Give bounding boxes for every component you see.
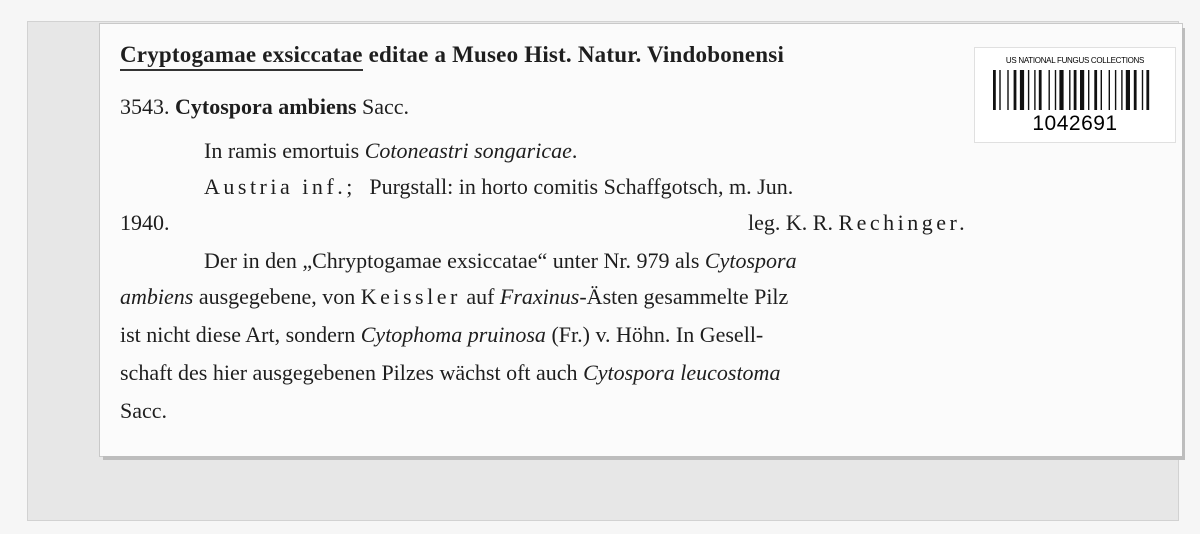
- note-l3-italic: Cytophoma pruinosa: [360, 322, 546, 347]
- note-l4-italic: Cytospora leucostoma: [583, 360, 781, 385]
- specimen-line: [120, 94, 409, 120]
- habitat-prefix: In ramis emortuis: [204, 138, 360, 163]
- note-line-4: [120, 360, 780, 386]
- taxon-name: Cytospora ambiens: [175, 94, 357, 119]
- note-l2-spaced: Keissler: [360, 284, 461, 309]
- barcode-number: 1042691: [1032, 112, 1118, 135]
- habitat-suffix: .: [571, 138, 578, 163]
- note-l1-text: Der in den „Chryptogamae exsiccatae“ unter Nr. 979 als: [204, 248, 700, 273]
- barcode-icon: [993, 70, 1157, 110]
- locality-region: Austria inf.;: [204, 174, 356, 199]
- barcode-label: [975, 48, 1175, 142]
- note-l3-text-2: (Fr.) v. Höhn. In Gesell-: [551, 322, 764, 347]
- collector-block: [748, 210, 968, 236]
- habitat-host: Cotoneastri songaricae: [364, 138, 572, 163]
- specimen-number: 3543.: [120, 94, 170, 119]
- note-l2-text-2: auf: [466, 284, 495, 309]
- barcode-title: US NATIONAL FUNGUS COLLECTIONS: [1005, 56, 1145, 65]
- locality-year: 1940.: [120, 210, 170, 235]
- year-line: [120, 210, 969, 236]
- note-line-2: [120, 284, 788, 310]
- note-l5-text: Sacc.: [120, 398, 168, 423]
- collector-name: Rechinger.: [838, 210, 969, 235]
- note-l2-text-3: -Ästen gesammelte Pilz: [579, 284, 789, 309]
- locality-line: [204, 174, 793, 200]
- note-line-3: [120, 322, 763, 348]
- note-l3-text-1: ist nicht diese Art, sondern: [120, 322, 356, 347]
- taxon-author: Sacc.: [362, 94, 410, 119]
- leg-prefix: leg. K. R.: [748, 210, 833, 235]
- note-l2-italic-2: Fraxinus: [499, 284, 580, 309]
- note-l2-italic-1: ambiens: [120, 284, 194, 309]
- header-underlined: Cryptogamae exsiccatae: [120, 42, 363, 71]
- locality-text: Purgstall: in horto comitis Schaffgotsch, m. Jun.: [369, 174, 794, 199]
- note-l4-text: schaft des hier ausgegebenen Pilzes wächst oft auch: [120, 360, 578, 385]
- note-l1-italic: Cytospora: [704, 248, 797, 273]
- header-rest: editae a Museo Hist. Natur. Vindobonensi: [368, 42, 785, 67]
- note-line-5: [120, 398, 167, 424]
- note-l2-text-1: ausgegebene, von: [198, 284, 356, 309]
- habitat-line: [204, 138, 577, 164]
- label-header: [120, 42, 784, 68]
- note-line-1: [204, 248, 797, 274]
